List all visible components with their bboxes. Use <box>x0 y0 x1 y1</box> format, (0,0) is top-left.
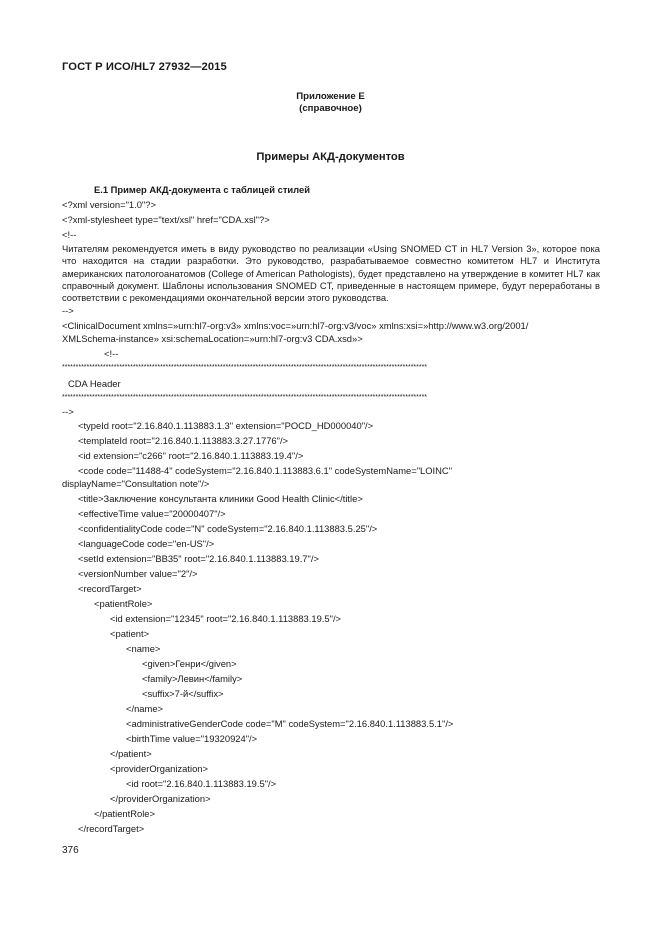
code-line: <code code="11488-4" codeSystem="2.16.840.1.113883.6.1" codeSystemName="LOINC" <box>78 465 453 476</box>
page-number: 376 <box>62 845 79 856</box>
stars-divider-bottom: ************************************************************************************************************************************** <box>62 394 428 401</box>
code-line: <birthTime value="19320924"/> <box>126 733 258 744</box>
code-line: <versionNumber value="2"/> <box>78 568 198 579</box>
stars-divider-top: ************************************************************************************************************************************** <box>62 364 428 371</box>
code-line: </name> <box>126 703 164 714</box>
indented-comment-open: <!-- <box>104 348 119 359</box>
appendix-title: Приложение Е <box>296 91 365 102</box>
standard-header: ГОСТ Р ИСО/HL7 27932—2015 <box>62 61 227 73</box>
code-line: <suffix>7-й</suffix> <box>142 688 224 699</box>
code-line: </recordTarget> <box>78 823 145 834</box>
code-line: <given>Генри</given> <box>142 658 237 669</box>
clinical-document-open-1: <ClinicalDocument xmlns=»urn:hl7-org:v3» xmlns:voc=»urn:hl7-org:v3/voc» xmlns:xsi=»http://www.w3.org/2001/ <box>62 320 529 331</box>
code-line: <typeId root="2.16.840.1.113883.1.3" extension="POCD_HD000040"/> <box>78 420 374 431</box>
appendix-heading <box>0 91 661 115</box>
code-line: <title>Заключение консультанта клиники Good Health Clinic</title> <box>78 493 363 504</box>
code-line: <name> <box>126 643 161 654</box>
code-line: </patientRole> <box>94 808 155 819</box>
code-line: </providerOrganization> <box>110 793 211 804</box>
cda-header-label: CDA Header <box>68 378 121 389</box>
code-line: <id extension="c266" root="2.16.840.1.113883.19.4"/> <box>78 450 304 461</box>
code-line: <id extension="12345" root="2.16.840.1.113883.19.5"/> <box>110 613 342 624</box>
subsection-title: Е.1 Пример АКД-документа с таблицей стилей <box>94 184 310 195</box>
code-line: <recordTarget> <box>78 583 142 594</box>
comment-open: <!-- <box>62 229 77 240</box>
code-line: <effectiveTime value="20000407"/> <box>78 508 226 519</box>
code-line: <patient> <box>110 628 150 639</box>
code-line: <id root="2.16.840.1.113883.19.5"/> <box>126 778 277 789</box>
code-line: <family>Левин</family> <box>142 673 243 684</box>
note-paragraph: Читателям рекомендуется иметь в виду руководство по реализации «Using SNOMED CT in HL7 Version 3», которое пока что находится на стадии разработки. Это руководство, разрабатываемое совместно комитетом HL7 и Института американских патологоанатомов (College of American Pathologists), будет представлено на утверждение в комитет HL7 как справочный документ. Шаблоны использования SNOMED CT, приведенные в настоящем примере, будут переработаны в соответствии с рекомендациями окончательной версии этого руководства. <box>62 243 600 304</box>
code-line: <setId extension="BB35" root="2.16.840.1.113883.19.7"/> <box>78 553 319 564</box>
code-line: <administrativeGenderCode code="M" codeSystem="2.16.840.1.113883.5.1"/> <box>126 718 454 729</box>
code-line: <languageCode code="en-US"/> <box>78 538 215 549</box>
stylesheet-instruction: <?xml-stylesheet type="text/xsl" href="CDA.xsl"?> <box>62 214 270 225</box>
comment-close: --> <box>62 305 74 316</box>
comment-close-2: --> <box>62 406 74 417</box>
code-line: <patientRole> <box>94 598 153 609</box>
clinical-document-open-2: XMLSchema-instance» xsi:schemaLocation=»urn:hl7-org:v3 CDA.xsd»> <box>62 333 363 344</box>
code-line: <templateId root="2.16.840.1.113883.3.27.1776"/> <box>78 435 289 446</box>
xml-declaration: <?xml version="1.0"?> <box>62 199 156 210</box>
appendix-subtitle: (справочное) <box>299 103 362 114</box>
section-title: Примеры АКД-документов <box>256 151 405 163</box>
code-line: <confidentialityCode code="N" codeSystem="2.16.840.1.113883.5.25"/> <box>78 523 378 534</box>
code-line: </patient> <box>110 748 152 759</box>
code-line: <providerOrganization> <box>110 763 208 774</box>
code-line: displayName="Consultation note"/> <box>62 478 210 489</box>
